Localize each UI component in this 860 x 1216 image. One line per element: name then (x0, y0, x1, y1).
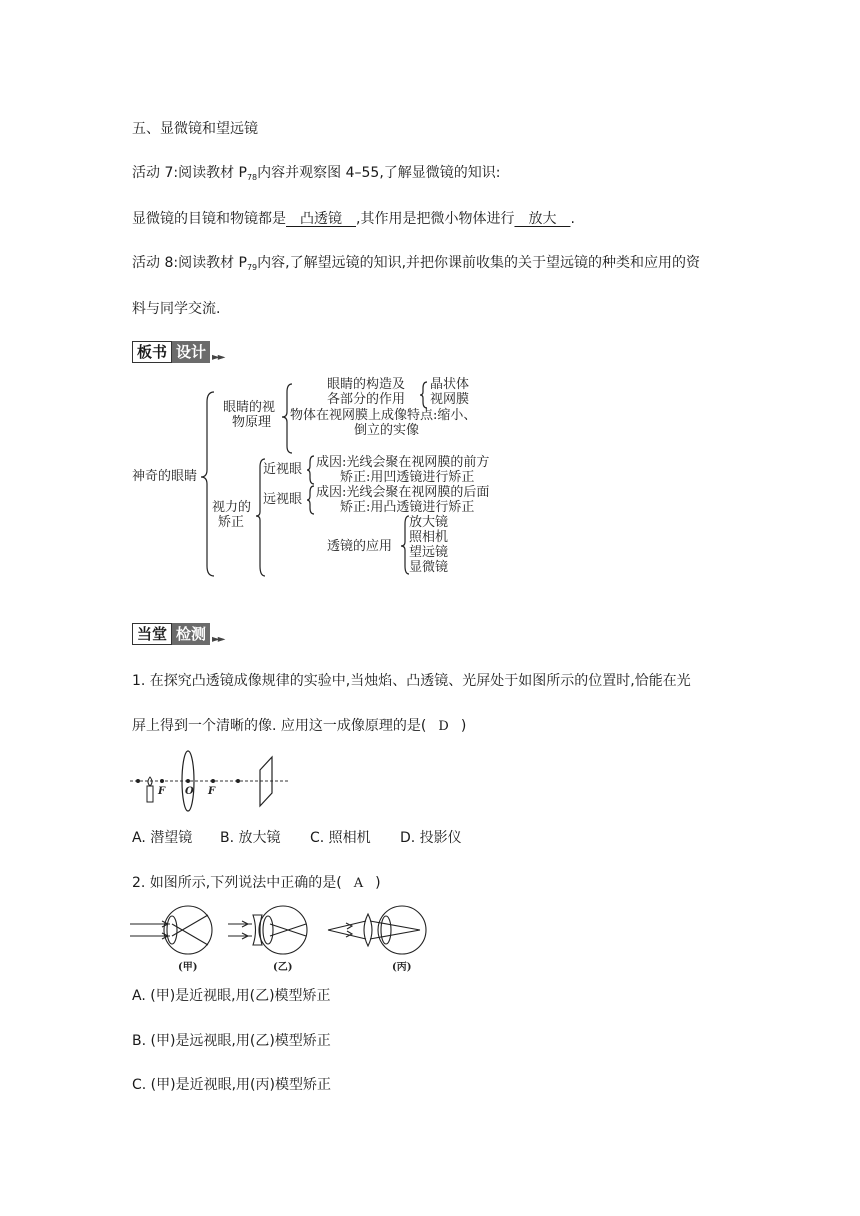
page-subscript: 78 (246, 173, 258, 182)
header-label-a: 当堂 (132, 623, 172, 645)
retina: 视网膜 (430, 392, 470, 407)
eye-model-yi (228, 906, 307, 954)
hyperopia-cause: 成因:光线会聚在视网膜的后面 (316, 485, 490, 500)
lens-body: 晶状体 (430, 377, 470, 392)
app-item: 显微镜 (409, 560, 449, 575)
q2-option-a: A. (甲)是近视眼,用(乙)模型矫正 (132, 988, 331, 1004)
myopia-label: 近视眼 (263, 462, 303, 477)
q2-text: 2. 如图所示,下列说法中正确的是( (132, 875, 342, 891)
board-root: 神奇的眼睛 (132, 469, 198, 484)
correction-2: 矫正 (218, 515, 245, 530)
correction-1: 视力的 (212, 500, 252, 515)
hyperopia-fix: 矫正:用凸透镜进行矫正 (340, 500, 475, 515)
vision-principle-2: 物原理 (232, 415, 272, 430)
activity-7-text: 活动 7:阅读教材 P (132, 165, 247, 181)
q1-option-d: D. 投影仪 (400, 830, 462, 846)
lens-apps-label: 透镜的应用 (327, 539, 393, 554)
fig-label-f2: F (208, 786, 216, 797)
q2-answer: A (353, 876, 364, 891)
header-label-a: 板书 (132, 341, 172, 363)
fill-text-mid: ,其作用是把微小物体进行 (356, 211, 515, 227)
vision-principle-1: 眼睛的视 (223, 400, 276, 415)
eye-model-bing (328, 906, 426, 954)
q2-close: ) (375, 875, 381, 891)
fill-text-end: . (570, 211, 575, 227)
structure-1: 眼睛的构造及 (327, 377, 406, 392)
activity-8-text-rest: 内容,了解望远镜的知识,并把你课前收集的关于望远镜的种类和应用的资 (257, 255, 701, 271)
question-1-line-1: 1. 在探究凸透镜成像规律的实验中,当烛焰、凸透镜、光屏处于如图所示的位置时,恰能在光 (132, 673, 691, 689)
q2-option-c: C. (甲)是近视眼,用(丙)模型矫正 (132, 1077, 331, 1093)
imaging-1: 物体在视网膜上成像特点:缩小、 (290, 408, 477, 423)
app-item: 放大镜 (409, 515, 449, 530)
hyperopia-label: 远视眼 (263, 492, 303, 507)
fig-label-o: O (185, 786, 194, 797)
page-subscript: 79 (246, 263, 258, 272)
header-label-b: 设计 (172, 341, 210, 363)
section-title: 五、显微镜和望远镜 (132, 121, 258, 137)
concave-lens-icon (253, 915, 262, 945)
fig-label-bing: (丙) (392, 962, 412, 973)
q1-close: ) (460, 718, 467, 734)
eye-model-jia (130, 906, 212, 954)
q2-option-b: B. (甲)是远视眼,用(乙)模型矫正 (132, 1033, 331, 1049)
myopia-cause: 成因:光线会聚在视网膜的前方 (316, 455, 490, 470)
double-arrow-icon: ►► (212, 352, 224, 363)
activity-8-line2: 料与同学交流. (132, 301, 221, 317)
app-item: 照相机 (409, 530, 449, 545)
q1-answer: D (438, 719, 449, 734)
imaging-2: 倒立的实像 (354, 423, 420, 438)
app-item: 望远镜 (409, 545, 449, 560)
q1-option-b: B. 放大镜 (220, 830, 281, 846)
answer-blank-2: 放大 (514, 211, 571, 227)
q1-text: 屏上得到一个清晰的像. 应用这一成像原理的是( (132, 718, 427, 734)
q1-option-c: C. 照相机 (310, 830, 371, 846)
fig-label-f1: F (158, 786, 166, 797)
fig-label-yi: (乙) (273, 962, 293, 973)
fill-text: 显微镜的目镜和物镜都是 (132, 211, 286, 227)
fig-label-jia: (甲) (178, 962, 198, 973)
activity-7-text-rest: 内容并观察图 4–55,了解显微镜的知识: (257, 165, 501, 181)
answer-blank-1: 凸透镜 (286, 211, 356, 227)
header-label-b: 检测 (172, 623, 210, 645)
activity-8-text: 活动 8:阅读教材 P (132, 255, 247, 271)
double-arrow-icon: ►► (212, 634, 224, 645)
convex-lens-icon (364, 914, 372, 946)
q1-option-a: A. 潜望镜 (132, 830, 193, 846)
structure-2: 各部分的作用 (327, 392, 406, 407)
myopia-fix: 矫正:用凹透镜进行矫正 (340, 470, 475, 485)
